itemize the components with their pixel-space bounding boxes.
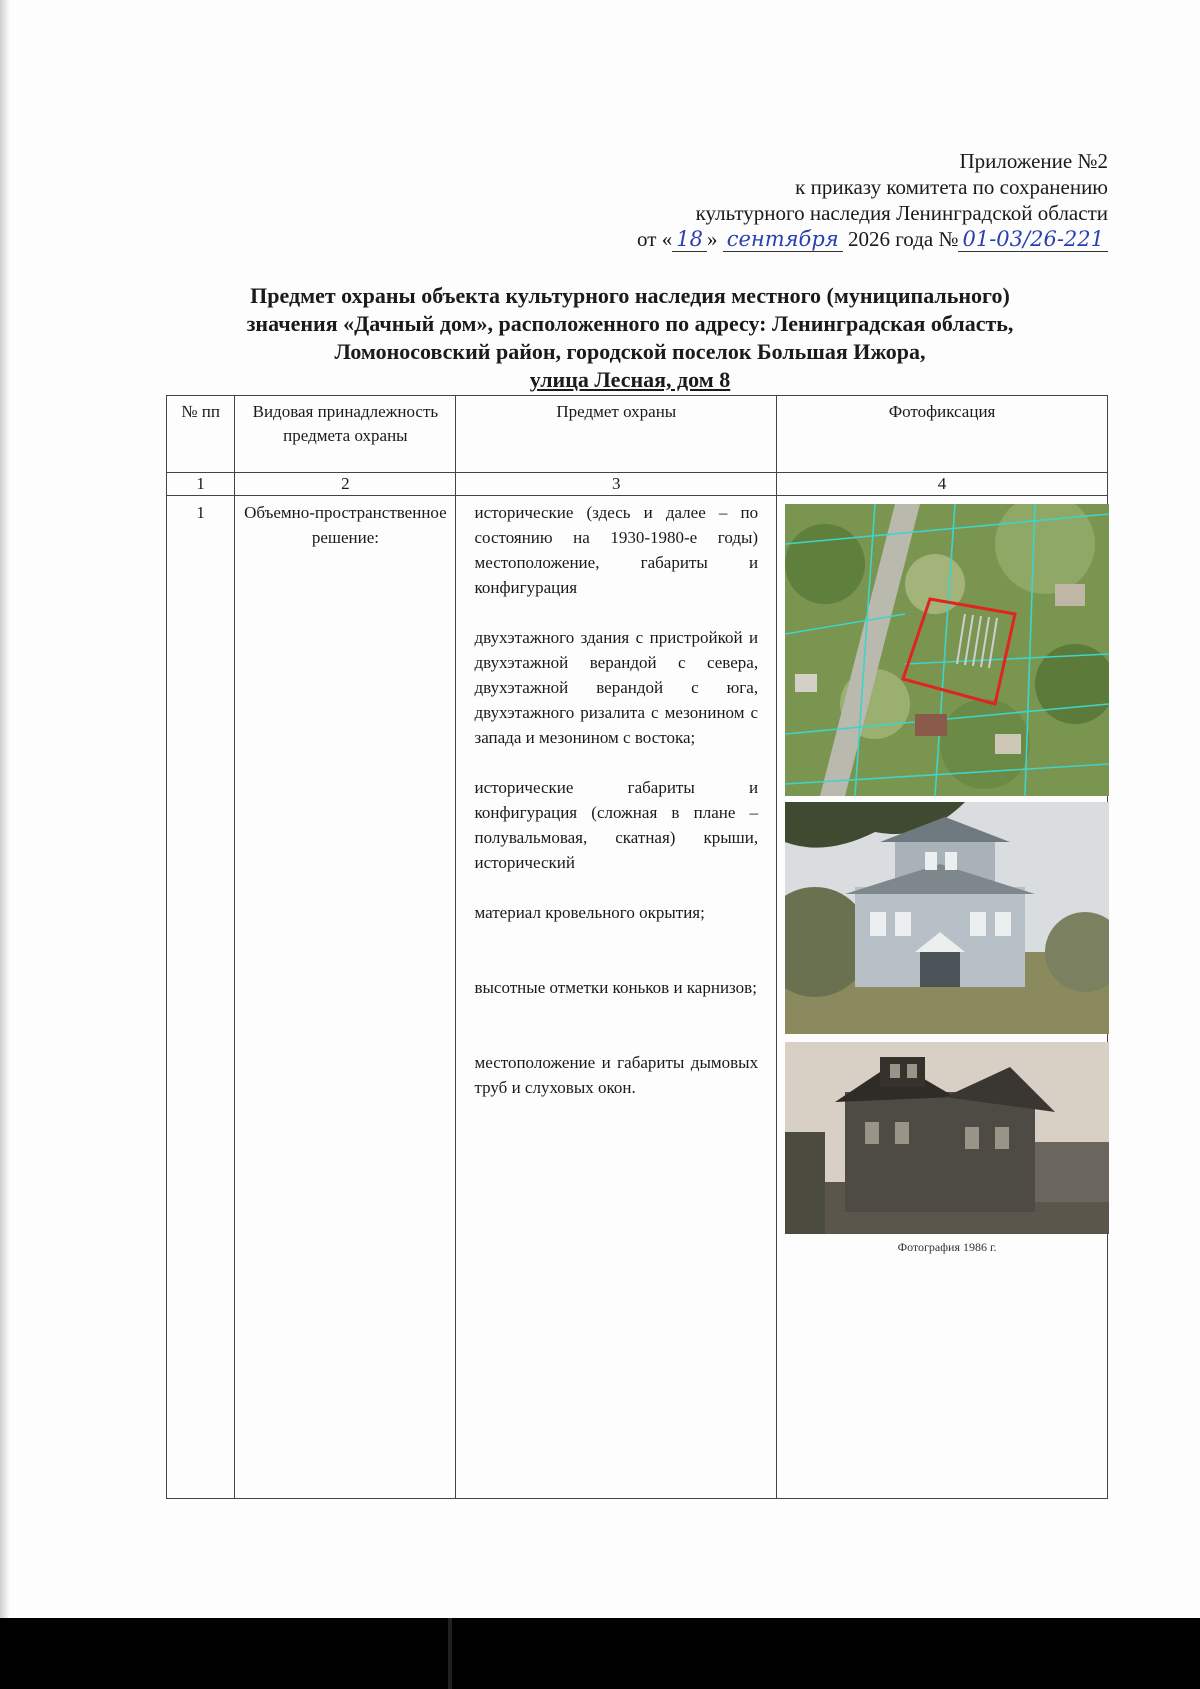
annex-line-3: культурного наследия Ленинградской области: [695, 201, 1108, 225]
annex-date-line: [637, 226, 1108, 252]
column-number: 1: [167, 473, 235, 496]
scan-bottom-gap: [448, 1618, 452, 1689]
protection-table: [166, 395, 1108, 1499]
title-line-4: улица Лесная, дом 8: [529, 367, 731, 392]
row-number: 1: [167, 496, 235, 1499]
subject-paragraph: исторические габариты и конфигурация (сложная в плане – полувальмовая, скатная) крыши, исторический: [474, 778, 759, 872]
date-month: сентября: [723, 227, 843, 252]
header-type: Видовая принадлежность предмета охраны: [235, 396, 456, 473]
annex-line-2: к приказу комитета по сохранению: [795, 175, 1108, 199]
header-subject: Предмет охраны: [456, 396, 777, 473]
column-number-row: [167, 473, 1108, 496]
house-photo-color: [785, 802, 1109, 1034]
date-prefix: от «: [637, 227, 673, 251]
subject-paragraph: исторические (здесь и далее – по состоянию на 1930-1980-е годы) местоположение, габариты и конфигурация: [474, 503, 759, 597]
column-number: 4: [777, 473, 1108, 496]
subject-paragraph: двухэтажного здания с пристройкой и двухэтажной верандой с севера, двухэтажной верандой с юга, двухэтажного ризалита с мезонином с запада и мезонином с востока;: [474, 628, 759, 747]
order-number: 01-03/26-221: [958, 227, 1108, 252]
column-number: 3: [456, 473, 777, 496]
table-header-row: [167, 396, 1108, 473]
column-number: 2: [235, 473, 456, 496]
header-number: № пп: [167, 396, 235, 473]
title-line-2: значения «Дачный дом», расположенного по адресу: Ленинградская область,: [246, 311, 1014, 336]
subject-paragraph: местоположение и габариты дымовых труб и слуховых окон.: [474, 1053, 759, 1097]
aerial-map-photo: [785, 504, 1109, 796]
row-photos: [777, 496, 1108, 1499]
date-mid: »: [706, 227, 718, 251]
annex-block: [637, 148, 1108, 252]
table-row: [167, 496, 1108, 1499]
title-line-3: Ломоносовский район, городской поселок Большая Ижора,: [334, 339, 926, 364]
header-photo: Фотофиксация: [777, 396, 1108, 473]
row-subject: [456, 496, 777, 1499]
date-day: 18: [672, 227, 707, 252]
subject-paragraph: высотные отметки коньков и карнизов;: [474, 978, 757, 997]
house-photo-1986: [785, 1042, 1109, 1234]
row-type: Объемно-пространственное решение:: [235, 496, 456, 1499]
subject-paragraph: материал кровельного окрытия;: [474, 903, 705, 922]
scan-edge: [0, 0, 10, 1689]
scan-bottom-bar: [0, 1618, 1200, 1689]
document-title: [150, 282, 1110, 394]
photo-caption: Фотография 1986 г.: [897, 1240, 997, 1254]
title-line-1: Предмет охраны объекта культурного наследия местного (муниципального): [250, 283, 1010, 308]
date-year: 2026 года №: [847, 227, 959, 251]
annex-line-1: Приложение №2: [959, 149, 1108, 173]
